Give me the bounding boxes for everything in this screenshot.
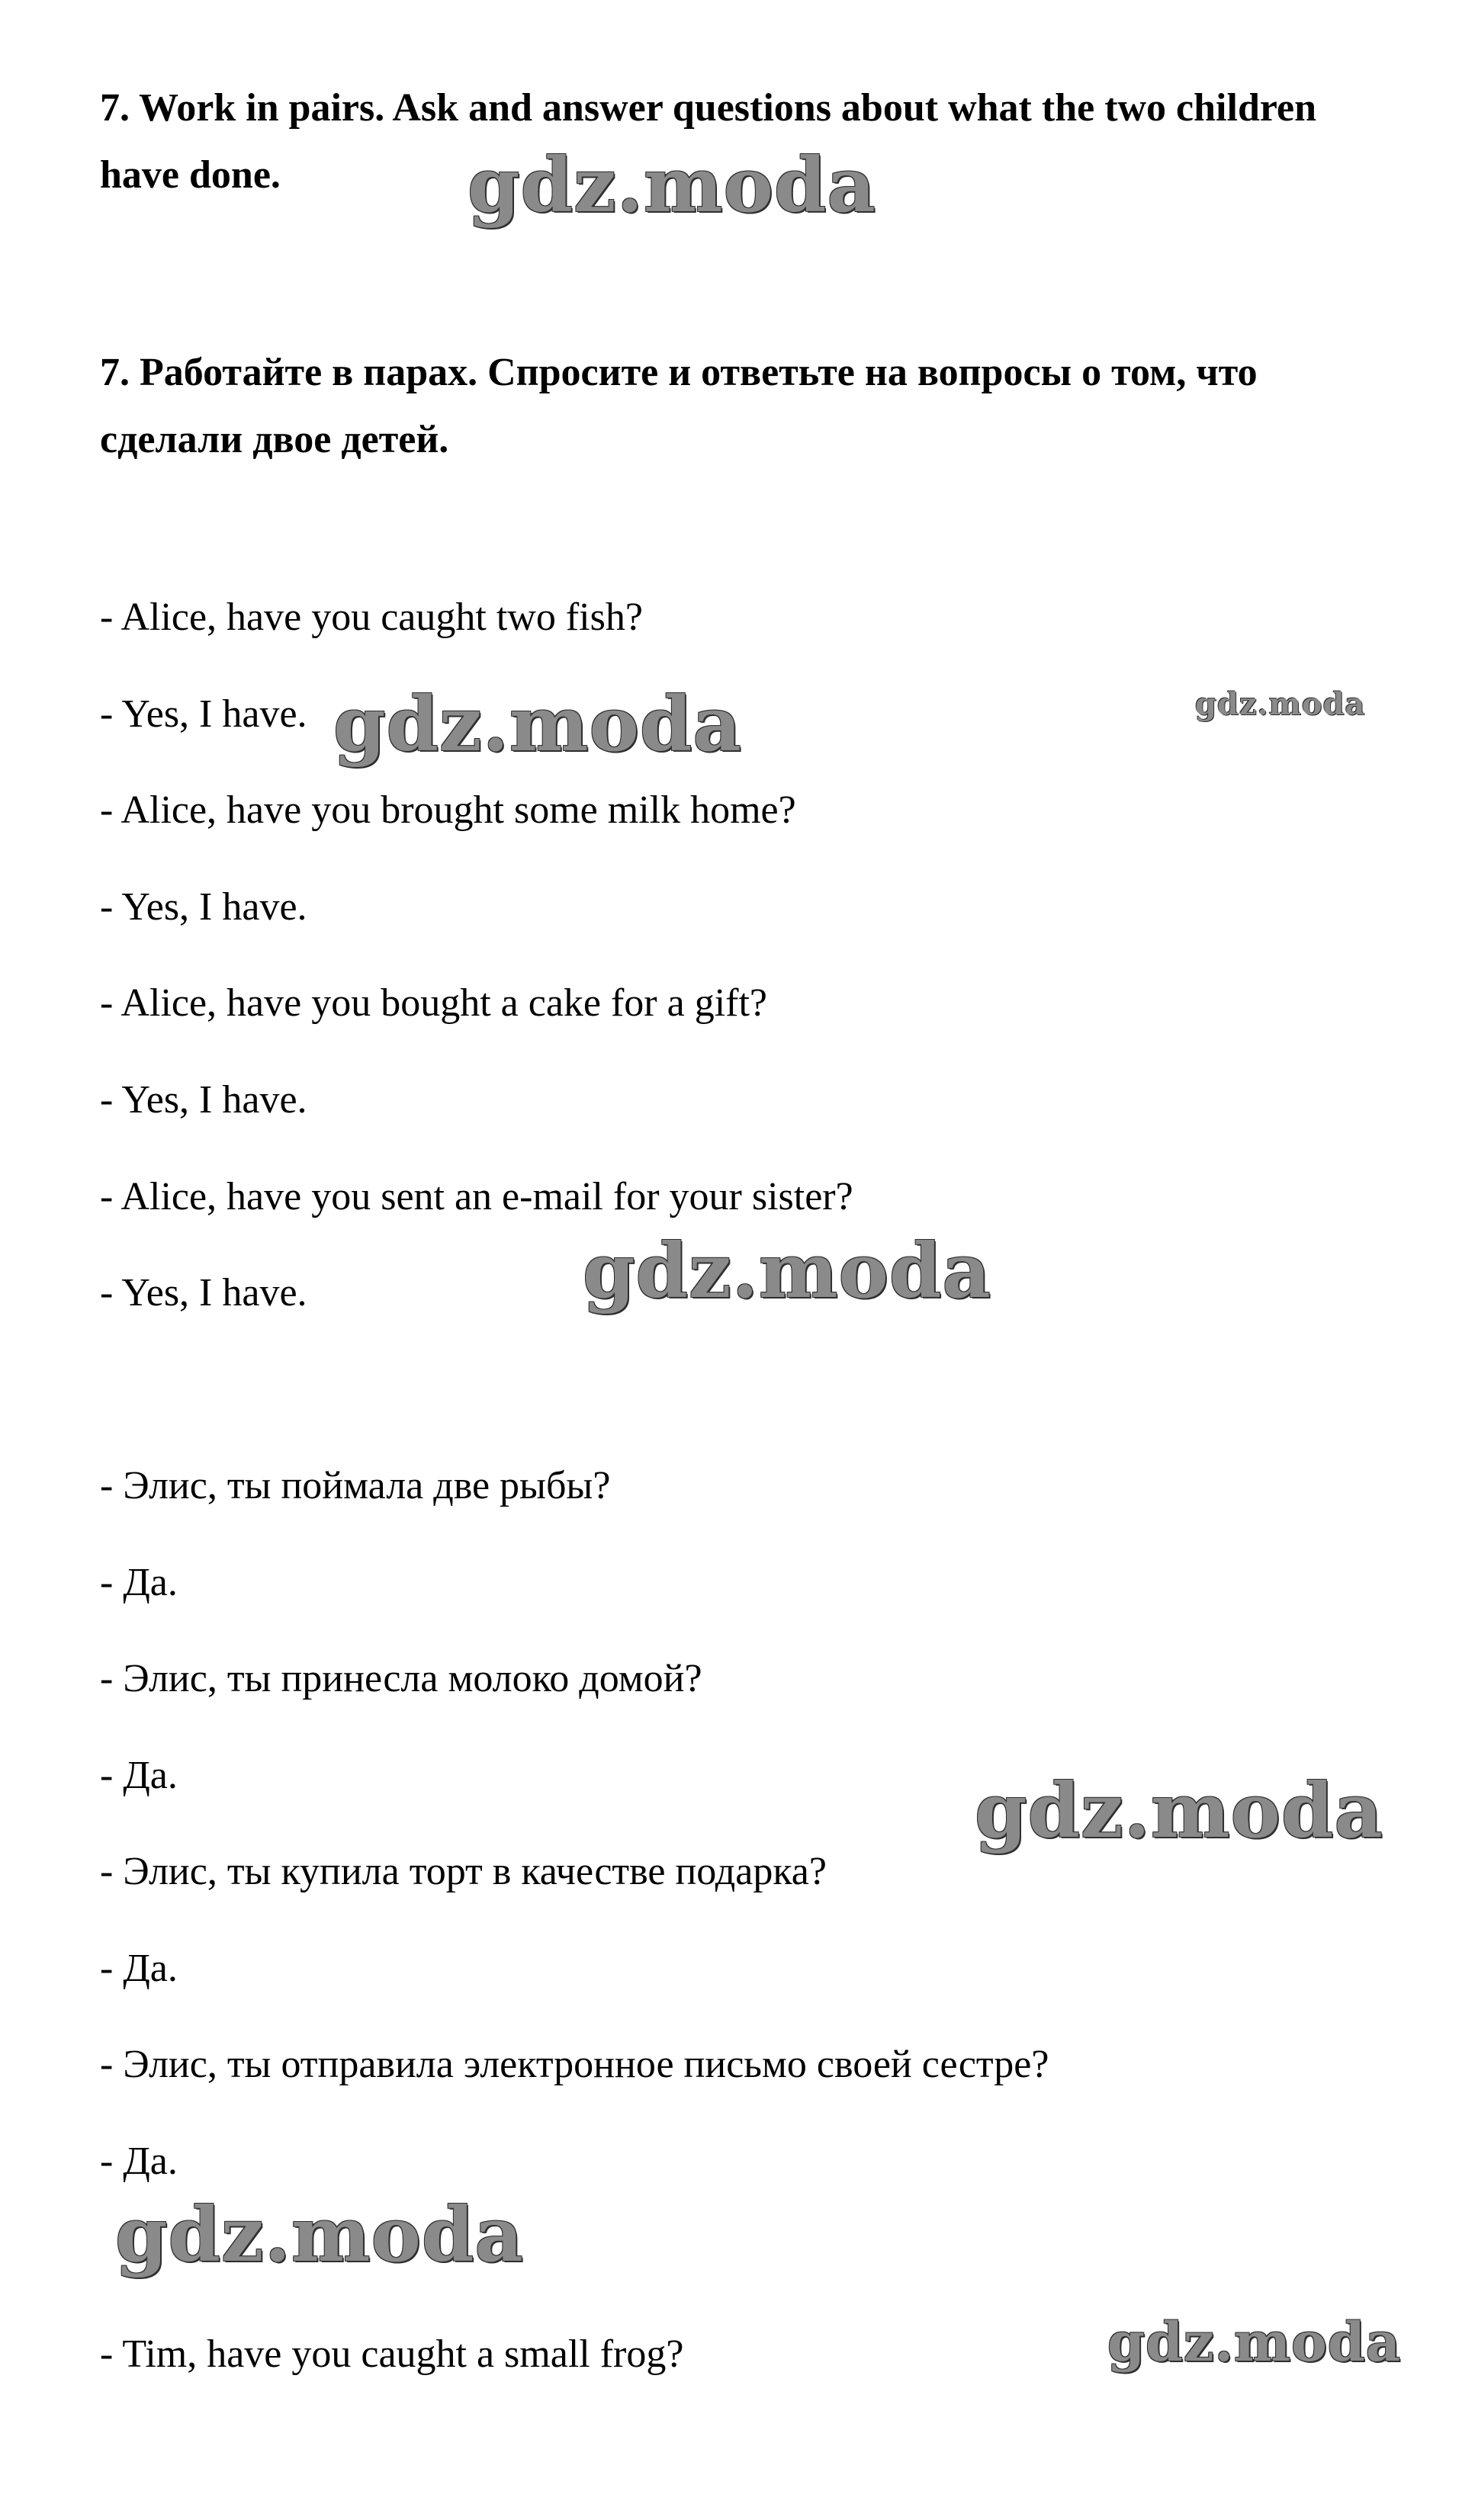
dialogue-line: - Yes, I have.: [100, 1271, 307, 1315]
dialogue-line: - Да.: [100, 2140, 178, 2183]
dialogue-line: - Элис, ты принесла молоко домой?: [100, 1657, 702, 1700]
dialogue-line: - Alice, have you brought some milk home?: [100, 788, 796, 832]
dialogue-line: - Yes, I have.: [100, 1078, 307, 1122]
watermark-logo: gdz.moda: [1107, 2310, 1402, 2374]
task-heading-russian: 7. Работайте в парах. Спросите и ответьте на вопросы о том, что сделали двое детей.: [100, 351, 1258, 461]
dialogue-line: - Alice, have you caught two fish?: [100, 595, 643, 639]
dialogue-line: - Да.: [100, 1947, 178, 1990]
dialogue-line: - Да.: [100, 1754, 178, 1797]
watermark-logo: gdz.moda: [1195, 686, 1366, 722]
watermark-logo: gdz.moda: [468, 142, 876, 230]
dialogue-line: - Alice, have you sent an e-mail for your sister?: [100, 1175, 853, 1218]
dialogue-line: - Alice, have you bought a cake for a gift?: [100, 981, 767, 1025]
dialogue-line: - Элис, ты поймала две рыбы?: [100, 1464, 611, 1507]
watermark-logo: gdz.moda: [115, 2191, 524, 2279]
watermark-logo: gdz.moda: [333, 681, 742, 769]
dialogue-line: - Элис, ты отправила электронное письмо своей сестре?: [100, 2043, 1049, 2086]
watermark-logo: gdz.moda: [583, 1228, 991, 1315]
watermark-logo: gdz.moda: [975, 1767, 1383, 1855]
dialogue-line: - Yes, I have.: [100, 692, 307, 736]
dialogue-line: - Элис, ты купила торт в качестве подарка?: [100, 1850, 827, 1893]
dialogue-line: - Tim, have you caught a small frog?: [100, 2332, 684, 2376]
task-heading-english: 7. Work in pairs. Ask and answer questions about what the two children have done.: [100, 86, 1317, 197]
dialogue-line: - Да.: [100, 1561, 178, 1604]
dialogue-line: - Yes, I have.: [100, 885, 307, 929]
